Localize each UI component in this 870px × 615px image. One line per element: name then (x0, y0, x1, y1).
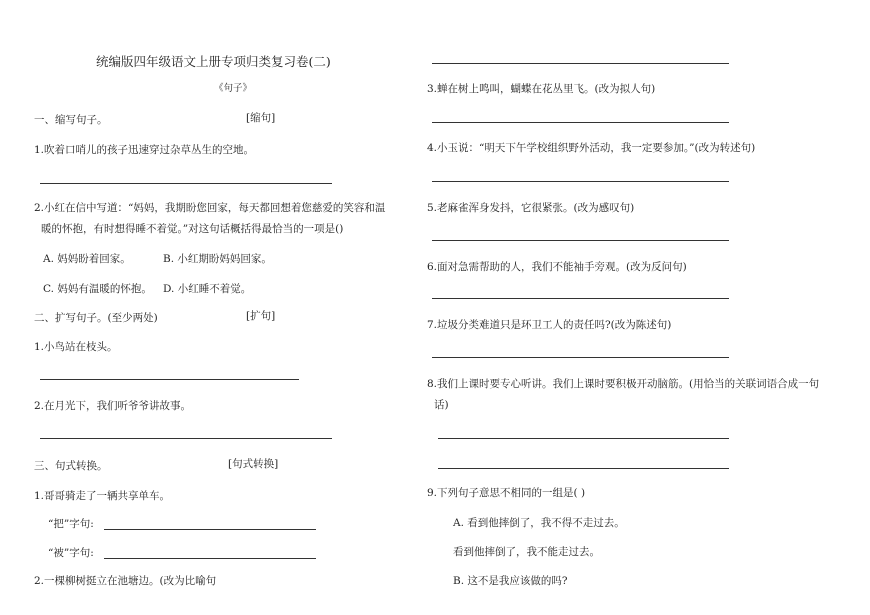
option-b-sentence-1: B. 这不是我应该做的吗? (453, 575, 568, 587)
question-r6: 6.面对急需帮助的人，我们不能袖手旁观。(改为反问句) (427, 261, 687, 273)
section-3-heading: 三、句式转换。 (34, 460, 108, 472)
question-1-2-line-1: 2.小红在信中写道：“妈妈，我期盼您回家，每天都回想着您慈爱的笑容和温 (34, 202, 386, 214)
answer-line[interactable] (438, 468, 729, 469)
answer-line[interactable] (432, 357, 729, 358)
option-a: A. 妈妈盼着回家。 (43, 253, 131, 265)
question-r8-line-1: 8.我们上课时要专心听讲。我们上课时要积极开动脑筋。(用恰当的关联词语合成一句 (427, 378, 820, 390)
option-c: C. 妈妈有温暖的怀抱。 (43, 283, 152, 295)
question-2-1: 1.小鸟站在枝头。 (34, 341, 118, 353)
answer-line[interactable] (432, 298, 729, 299)
section-3-tag: [句式转换] (228, 458, 279, 470)
option-b: B. 小红期盼妈妈回家。 (163, 253, 272, 265)
question-2-2: 2.在月光下，我们听爷爷讲故事。 (34, 400, 192, 412)
page-title: 统编版四年级语文上册专项归类复习卷(二) (96, 54, 331, 69)
question-r3: 3.蝉在树上鸣叫，蝴蝶在花丛里飞。(改为拟人句) (427, 83, 656, 95)
answer-line[interactable] (432, 181, 729, 182)
section-1-tag: [缩句] (246, 112, 276, 124)
option-a-sentence-2: 看到他摔倒了，我不能走过去。 (453, 546, 600, 558)
bei-sentence-label: “被”字句: (48, 547, 94, 559)
section-2-heading: 二、扩写句子。(至少两处) (34, 312, 158, 324)
question-3-1: 1.哥哥骑走了一辆共享单车。 (34, 490, 171, 502)
question-r5: 5.老麻雀浑身发抖，它很紧张。(改为感叹句) (427, 202, 635, 214)
question-1-1: 1.吹着口哨儿的孩子迅速穿过杂草丛生的空地。 (34, 144, 255, 156)
section-2-tag: [扩句] (246, 310, 276, 322)
question-r8-line-2: 话) (434, 399, 449, 411)
question-r7: 7.垃圾分类难道只是环卫工人的责任吗?(改为陈述句) (427, 319, 672, 331)
section-1-heading: 一、缩写句子。 (34, 114, 108, 126)
page-subtitle: 《句子》 (214, 83, 253, 94)
question-3-2: 2.一棵柳树挺立在池塘边。(改为比喻句 (34, 575, 217, 587)
answer-line[interactable] (40, 438, 332, 439)
answer-line[interactable] (104, 529, 316, 530)
question-1-2-line-2: 暖的怀抱，有时想得睡不着觉。”对这句话概括得最恰当的一项是() (41, 223, 344, 235)
question-r4: 4.小玉说：“明天下午学校组织野外活动，我一定要参加。”(改为转述句) (427, 142, 756, 154)
option-a-sentence-1: A. 看到他摔倒了，我不得不走过去。 (453, 517, 625, 529)
answer-line[interactable] (438, 438, 729, 439)
question-r9: 9.下列句子意思不相同的一组是( ) (427, 487, 586, 499)
answer-line[interactable] (104, 558, 316, 559)
answer-line[interactable] (432, 122, 729, 123)
answer-line[interactable] (40, 183, 332, 184)
answer-line[interactable] (40, 379, 299, 380)
option-d: D. 小红睡不着觉。 (163, 283, 252, 295)
answer-line[interactable] (432, 63, 729, 64)
answer-line[interactable] (432, 240, 729, 241)
ba-sentence-label: “把”字句: (48, 518, 94, 530)
